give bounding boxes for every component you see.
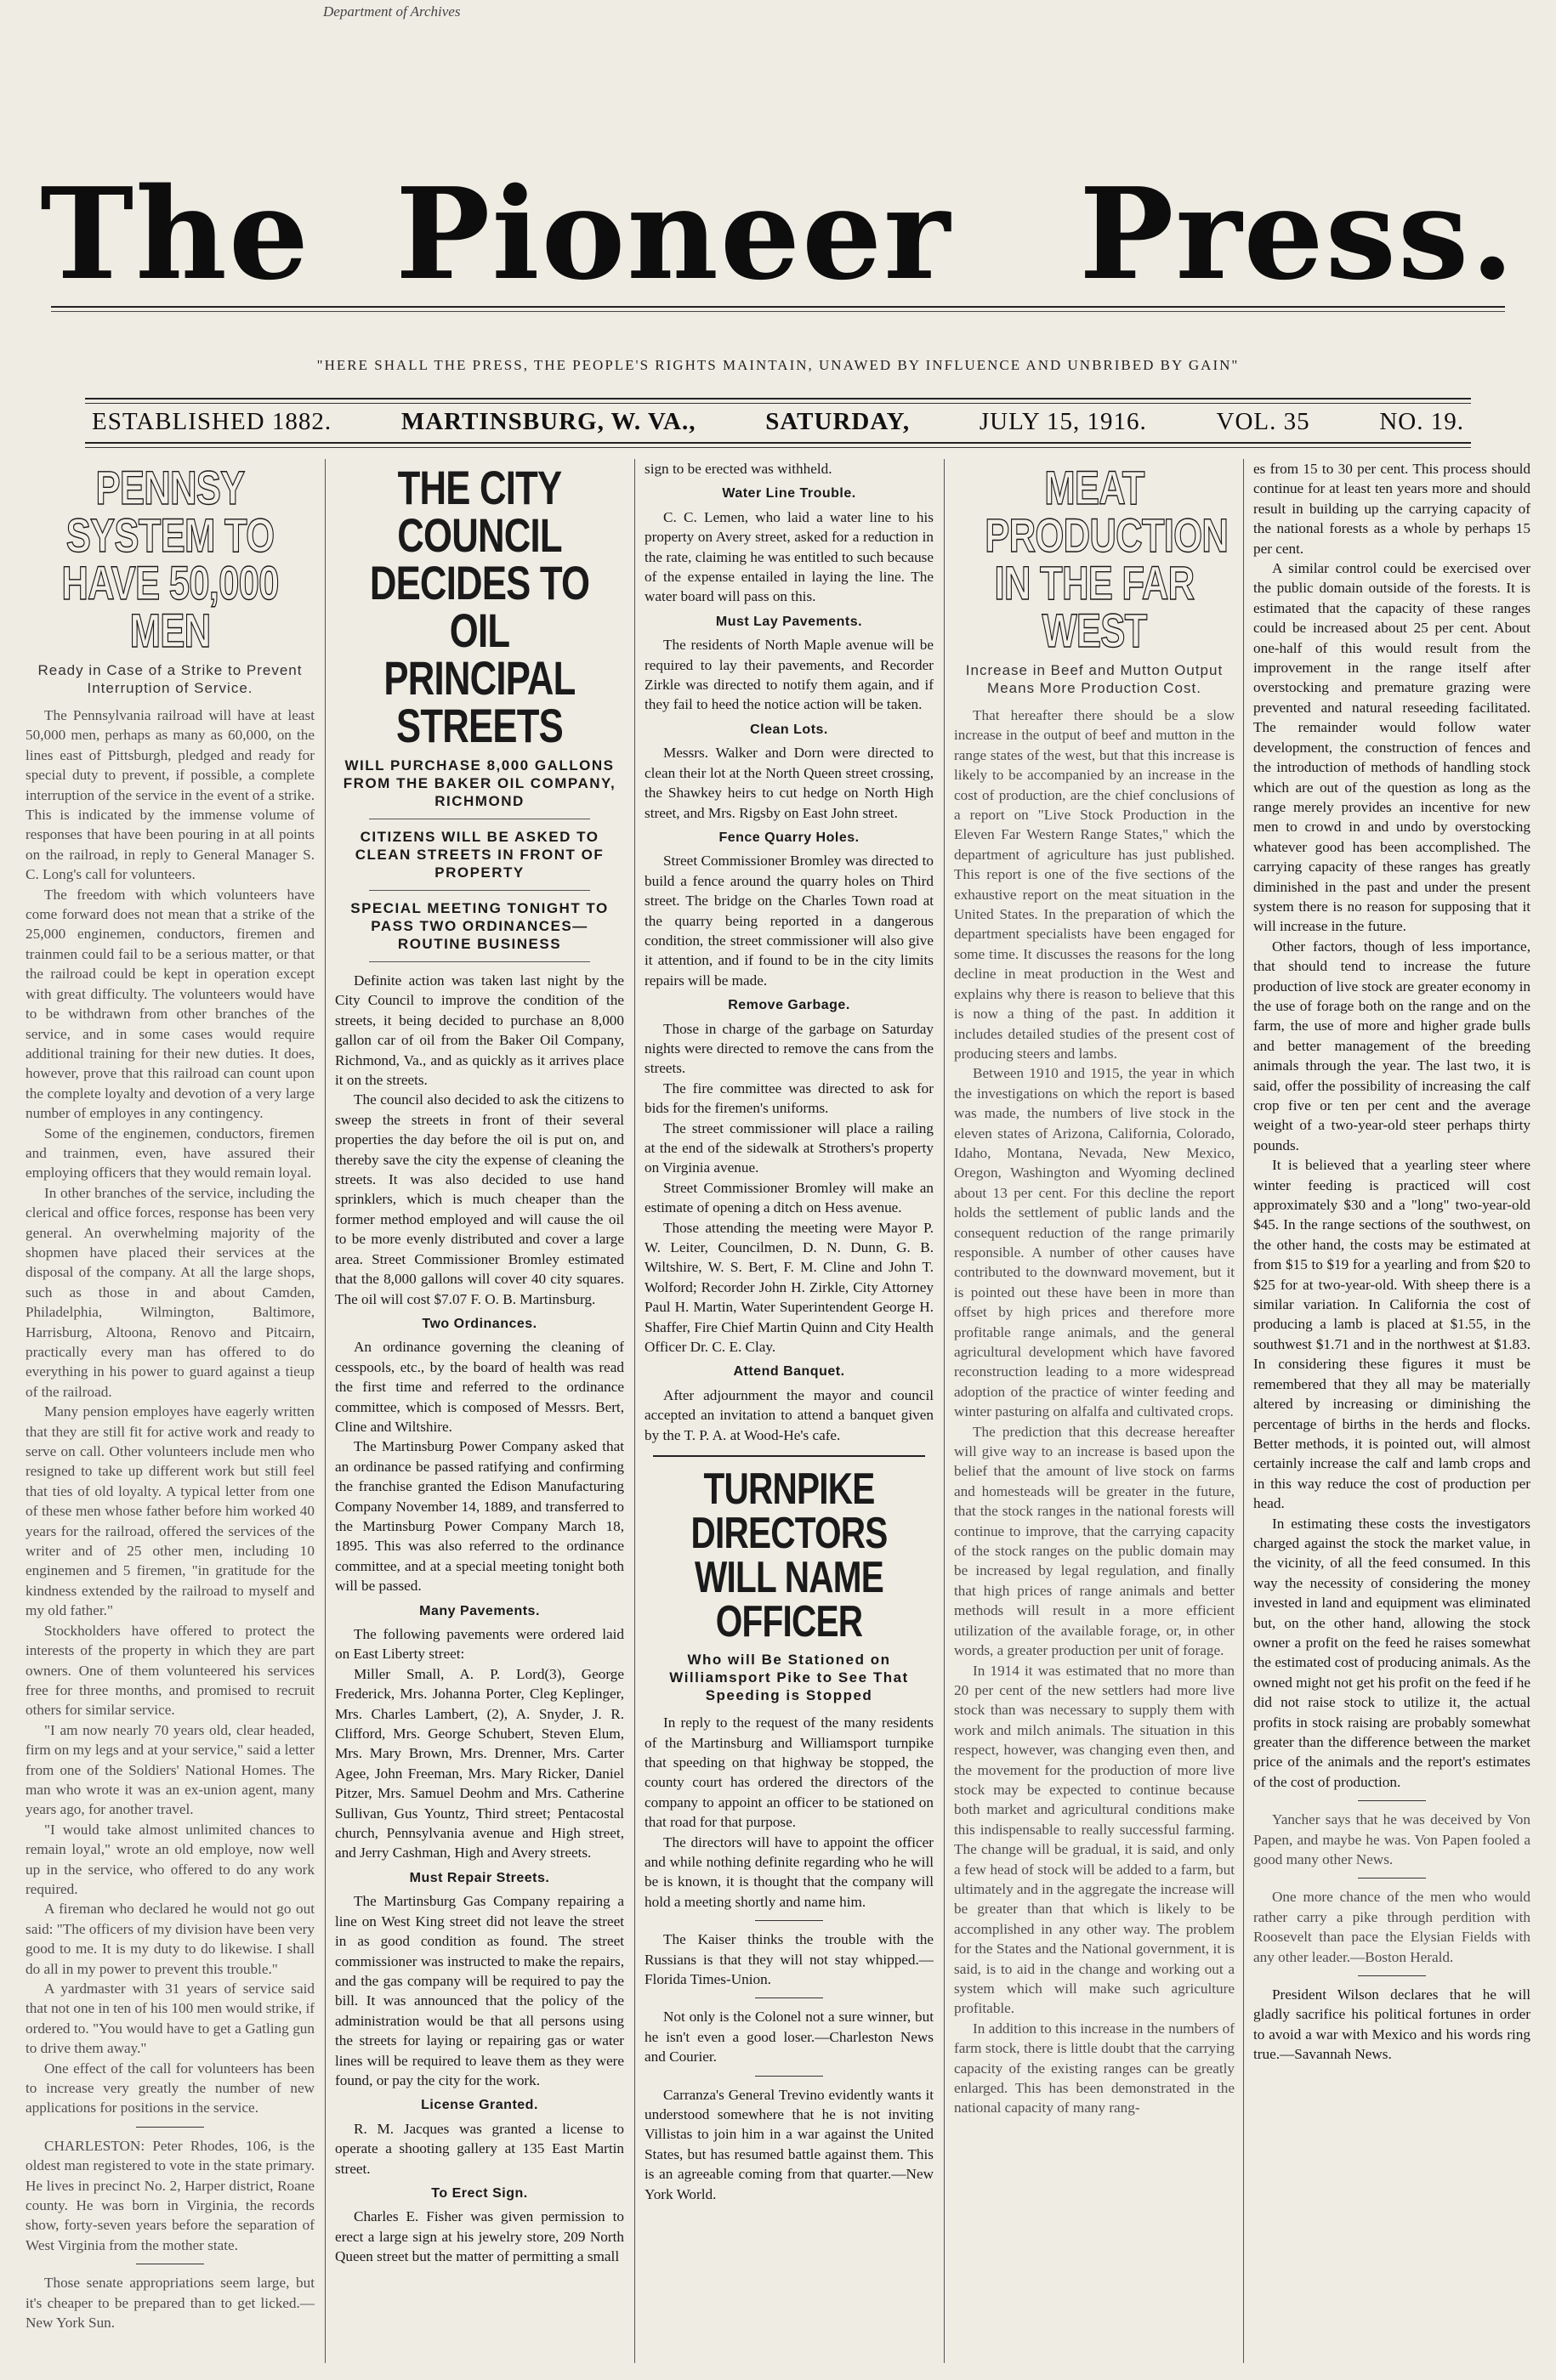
paragraph: Not only is the Colonel not a sure winner, but he isn't even a good loser.—Charleston News and Courier. bbox=[645, 2009, 934, 2066]
paragraph: It is believed that a yearling steer where winter feeding is practiced will cost approximately $30 and a "long" two-year-old $45. In the range sections of the southwest, on the other hand, the costs may be estimated at from $15 to $19 for a yearling and from $20 to $25 for at two-year-old. With sheep there is a similar variation. In California the cost of producing a lamb is placed at $1.55, in the southwest $1.71 and in the northwest at $1.83. In considering these figures it must be remembered that they all may be materially altered by increasing or diminishing the percentage of births in the herds and flocks. Better methods, it is pointed out, will almost certainly increase the calf and lamb crops and in this way reduce the cost of production per head. bbox=[1253, 1157, 1530, 1512]
volume: VOL. 35 bbox=[1216, 408, 1310, 435]
paragraph: In estimating these costs the investigators charged against the stock the market value, in the vicinity, of all the feed consumed. In this way the necessity of considering the money invested in land and equipment was eliminated but, on the other hand, allowing the stock owner a profit on the feed he raises somewhat the estimated cost of producing animals. As the owned might not get his profit on the feed if he did not raise stock to utilize it, the actual profits in stock raising are probably somewhat greater than the difference between the market price of the animals and the report's estimates of the cost of production. bbox=[1253, 1515, 1530, 1790]
column-rule bbox=[634, 459, 635, 2363]
paragraph: The fire committee was directed to ask for bids for the firemen's uniforms. bbox=[645, 1080, 934, 1117]
separator bbox=[653, 1455, 925, 1457]
headline-meat-production: MEAT PRODUCTION IN THE FAR WEST bbox=[985, 461, 1229, 657]
column-rule bbox=[325, 459, 326, 2363]
headline-city-council: THE CITY COUNCIL DECIDES TO OIL PRINCIPAL STREETS bbox=[369, 461, 590, 752]
column-3 bbox=[645, 459, 934, 2363]
paragraph: "I would take almost unlimited chances to remain loyal," wrote an old employe, now well up in the service, who offered to do any work required. bbox=[26, 1821, 315, 1897]
separator bbox=[136, 2127, 204, 2128]
paragraph: Some of the enginemen, conductors, firemen and trainmen, even, have assured their employing officers that they would remain loyal. bbox=[26, 1125, 315, 1182]
subhead: Many Pavements. bbox=[419, 1603, 540, 1618]
dateline-rule-bottom-thin bbox=[85, 447, 1471, 448]
paragraph: One effect of the call for volunteers has been to increase very greatly the number of new applications for positions in the service. bbox=[26, 2060, 315, 2116]
separator bbox=[755, 2076, 823, 2077]
paragraph: In reply to the request of the many residents of the Martinsburg and Williamsport turnpike that speeding on that highway be stopped, the county court has ordered the directors of the company to appoint an officer to be stationed on that road for that purpose. bbox=[645, 1714, 934, 1831]
paragraph: R. M. Jacques was granted a license to operate a shooting gallery at 135 East Martin street. bbox=[335, 2120, 624, 2177]
dateline-rule-bottom bbox=[85, 442, 1471, 444]
masthead-rule-thin bbox=[51, 311, 1505, 312]
issue-number: NO. 19. bbox=[1379, 408, 1464, 435]
masthead-rule bbox=[51, 306, 1505, 308]
column-1 bbox=[26, 459, 315, 2363]
paragraph: Street Commissioner Bromley will make an estimate of opening a ditch on Hess avenue. bbox=[645, 1179, 934, 1216]
paragraph: The council also decided to ask the citizens to sweep the streets in front of their several properties the day before the oil is put on, and thereby save the city the expense of cleaning the streets. It was also decided to use hand sprinklers, which is much cheaper than the former method employed and will cause the oil to be more evenly distributed and cover a large area. Street Commissioner Bromley estimated that the 8,000 gallons will cover 40 city squares. The oil will cost $7.07 F. O. B. Martinsburg. bbox=[335, 1091, 624, 1307]
paragraph: In addition to this increase in the numbers of farm stock, there is little doubt that the carrying capacity of the existing ranges can be greatly enlarged. This has been demonstrated in the national capacity of many rang- bbox=[954, 2020, 1235, 2116]
subhead: Fence Quarry Holes. bbox=[718, 830, 860, 845]
column-rule bbox=[1243, 459, 1244, 2363]
paragraph: Carranza's General Trevino evidently wants it understood somewhere that he is not inviting Villistas to join him in a war against the United States, but has resumed battle against them. This is an agreeable coming from that quarter.—New York World. bbox=[645, 2086, 934, 2202]
paragraph: The residents of North Maple avenue will be required to lay their pavements, and Recorder Zirkle was directed to notify them again, and if they fail to heed the notice action will be taken. bbox=[645, 637, 934, 713]
paragraph: After adjournment the mayor and council accepted an invitation to attend a banquet given by the T. P. A. at Wood-He's cafe. bbox=[645, 1386, 934, 1443]
paragraph: Other factors, though of less importance, that should tend to increase the future production of live stock are greater economy in the use of forage both on the range and on the farm, the use of more and higher grade bulls and better management of the breeding animals through the year. The last two, it is said, offer the possibility of increasing the calf crop five or ten per cent and the average weight of a two-year-old steer perhaps thirty pounds. bbox=[1253, 938, 1530, 1153]
masthead-title-pioneer: Pioneer bbox=[395, 160, 952, 308]
established: ESTABLISHED 1882. bbox=[92, 408, 332, 435]
paragraph: The following pavements were ordered laid on East Liberty street: bbox=[335, 1626, 624, 1663]
subhead: Clean Lots. bbox=[750, 722, 828, 737]
paragraph: The Pennsylvania railroad will have at least 50,000 men, perhaps as many as 60,000, on the lines east of Pittsburgh, pledged and ready for special duty to prevent, if possible, a complete interruption of the service in the event of a strike. This is indicated by the immense volume of responses that have been pouring in at all points on the railroad, in reply to General Manager S. C. Long's call for volunteers. bbox=[26, 707, 315, 883]
deck-meat-production: Increase in Beef and Mutton Output Means More Production Cost. bbox=[965, 662, 1224, 696]
item-pike: One more chance of the men who would rather carry a pike through perdition with Roosevelt than pace the Elysian Fields with any other leader.—Boston Herald. bbox=[1253, 1889, 1530, 1965]
paragraph: "I am now nearly 70 years old, clear headed, firm on my legs and at your service," said a letter from one of the Soldiers' National Homes. The man who wrote it was an ex-union agent, many years ago, for another travel. bbox=[26, 1721, 315, 1818]
subhead: Two Ordinances. bbox=[422, 1316, 537, 1331]
paragraph: An ordinance governing the cleaning of cesspools, etc., by the board of health was read the first time and referred to the ordinance committee, which is composed of Messrs. Bert, Cline and Wiltshire. bbox=[335, 1339, 624, 1435]
subhead: Remove Garbage. bbox=[728, 998, 850, 1013]
deck-citizens: CITIZENS WILL BE ASKED TO CLEAN STREETS IN FRONT OF PROPERTY bbox=[355, 829, 605, 881]
paragraph: Street Commissioner Bromley was directed to build a fence around the quarry holes on Third street. The bridge on the Charles Town road at the quarry being reported in a dangerous condition, the street commissioner will also give it attention, and if found to be in the city limits repairs will be made. bbox=[645, 853, 934, 989]
paragraph: The Martinsburg Power Company asked that an ordinance be passed ratifying and confirming the franchise granted the Edison Manufacturing Company November 14, 1889, and transferred to the Martinsburg Power Company March 18, 1895. This was also referred to the ordinance committee, and at a special meeting tonight both will be passed. bbox=[335, 1438, 624, 1595]
paragraph: The Martinsburg Gas Company repairing a line on West King street did not leave the street in as good condition as found. The street commissioner was instructed to make the repairs, and the gas company will be required to pay the bill. It was announced that the policy of the administration would be that all persons using the streets for laying or repairing gas or water lines will be required to leave them as they were found, or pay the city for the work. bbox=[335, 1893, 624, 2088]
paragraph: Stockholders have offered to protect the interests of the property in which they are part owners. One of them volunteered his services free for three months, and promised to recruit others for similar service. bbox=[26, 1622, 315, 1719]
column-rule bbox=[944, 459, 945, 2363]
paragraph: C. C. Lemen, who laid a water line to his property on Avery street, asked for a reduction in the rate, claiming he was entitled to such because of the expense entailed in laying the line. The water board will pass on this. bbox=[645, 508, 934, 605]
separator bbox=[369, 961, 590, 962]
article-pennsy bbox=[26, 706, 315, 2118]
separator bbox=[369, 890, 590, 891]
motto: "HERE SHALL THE PRESS, THE PEOPLE'S RIGHTS MAINTAIN, UNAWED BY INFLUENCE AND UNBRIBED BY GAIN" bbox=[316, 357, 1240, 373]
deck-special-meeting: SPECIAL MEETING TONIGHT TO PASS TWO ORDINANCES—ROUTINE BUSINESS bbox=[350, 900, 609, 952]
deck-pennsy: Ready in Case of a Strike to Prevent Interruption of Service. bbox=[37, 662, 303, 696]
paragraph: Messrs. Walker and Dorn were directed to clean their lot at the North Queen street crossing, the Shawkey heirs to cut hedge on North High street, and Mrs. Rigsby on East John street. bbox=[645, 745, 934, 821]
column-2 bbox=[335, 459, 624, 2363]
subhead: Water Line Trouble. bbox=[722, 486, 856, 502]
paragraph: A similar control could be exercised over the public domain outside of the forests. It is estimated that the capacity of these ranges could be increased about 25 per cent. About one-half of this would result from the improvement in the range itself after overstocking and premature grazing were prevented and natural reseeding facilitated. The remainder would follow water development, the construction of fences and the introduction of methods of handling stock which are out of the question as long as the range merely provides an incentive for new men to crowd in and undo by overstocking whatever good has been accomplished. The carrying capacity of these ranges has greatly diminished in the past and under the present system there is no reason for supposing that it will increase in the future. bbox=[1253, 560, 1530, 935]
paragraph: Between 1910 and 1915, the year in which the investigations on which the report is based was made, the numbers of live stock in the eleven states of Arizona, California, Colorado, Idaho, Montana, Nevada, New Mexico, Oregon, Washington and Wyoming declined about 13 per cent. For this decline the report holds the settlement of public lands and the consequent reduction of the range primarily responsible. A number of other causes have contributed to the downward movement, but it is pointed out these have been in more than offset by high prices and therefore more profitable range animals, and the general agricultural development which have favored reconstruction leading to a more widespread adoption of the practice of winter feeding and winter pasturing on alfalfa and cultivated crops. bbox=[954, 1065, 1235, 1420]
deck-purchase: WILL PURCHASE 8,000 GALLONS FROM THE BAKER OIL COMPANY, RICHMOND bbox=[343, 757, 616, 809]
deck-turnpike: Who will Be Stationed on Williamsport Pike to See That Speeding is Stopped bbox=[669, 1652, 909, 1704]
paragraph: Definite action was taken last night by the City Council to improve the condition of the streets, it being decided to purchase an 8,000 gallon car of oil from the Baker Oil Company, Richmond, Va., and as quickly as it arrives place it on the streets. bbox=[335, 972, 624, 1089]
subhead: Attend Banquet. bbox=[733, 1364, 845, 1380]
paragraph: The street commissioner will place a railing at the end of the sidewalk at Strothers's property on Virginia avenue. bbox=[645, 1119, 934, 1176]
paragraph: Charles E. Fisher was given permission to erect a large sign at his jewelry store, 209 North Queen street but the matter of permitting a small bbox=[335, 2208, 624, 2265]
masthead-title bbox=[0, 160, 1556, 308]
dateline-rule-top-thin bbox=[85, 403, 1471, 404]
date: JULY 15, 1916. bbox=[979, 408, 1147, 435]
masthead-title-the: The bbox=[40, 160, 311, 308]
headline-turnpike: TURNPIKE DIRECTORS WILL NAME OFFICER bbox=[690, 1465, 888, 1647]
separator bbox=[1358, 1800, 1426, 1801]
dateline-rule-top bbox=[85, 398, 1471, 400]
archive-stamp: Department of Archives bbox=[323, 3, 461, 20]
separator bbox=[1358, 1975, 1426, 1976]
column-4 bbox=[954, 459, 1235, 2363]
place: MARTINSBURG, W. VA., bbox=[400, 408, 696, 435]
paragraph: In other branches of the service, including the clerical and office forces, response has been very general. An overwhelming majority of the shopmen have placed their services at the disposal of the company. At all the large shops, such as those in and about Camden, Philadelphia, Wilmington, Baltimore, Harrisburg, Altoona, Renovo and Pitcairn, practically every man has offered to do everything in his power to guard against a tieup of the railroad. bbox=[26, 1184, 315, 1400]
paragraph: Those in charge of the garbage on Saturday nights were directed to remove the cans from the streets. bbox=[645, 1020, 934, 1077]
headline-pennsy: PENNSY SYSTEM TO HAVE 50,000 MEN bbox=[61, 461, 279, 657]
paragraph: That hereafter there should be a slow increase in the output of beef and mutton in the range states of the west, but that this increase is likely to be accompanied by an increase in the cost of production, are the chief conclusions of a report on "Live Stock Production in the Eleven Far Western Range States," which the department of agriculture has just published. This report is one of the five sections of the exhaustive report on the meat situation in the United States. In the preparation of which the department specialists have been engaged for some time. It discusses the reasons for the long decline in meat production in the West and explains why there is reason to believe that this is now a thing of the past. In addition it includes detailed studies of the present cost of producing steers and lambs. bbox=[954, 707, 1235, 1062]
paragraph: The directors will have to appoint the officer and while nothing definite regarding who he will be is known, it is thought that the company will hold a meeting shortly and name him. bbox=[645, 1833, 934, 1910]
subhead: To Erect Sign. bbox=[431, 2185, 528, 2201]
item-senate: Those senate appropriations seem large, but it's cheaper to be prepared than to get licked.—New York Sun. bbox=[26, 2275, 315, 2332]
day: SATURDAY, bbox=[765, 408, 911, 435]
separator bbox=[755, 1920, 823, 1921]
item-von-papen: Yancher says that he was deceived by Von Papen, and maybe he was. Von Papen fooled a good many other News. bbox=[1253, 1811, 1530, 1868]
paragraph: A yardmaster with 31 years of service said that not one in ten of his 100 men would strike, if ordered to. "You would have to get a Gatling gun to drive them away." bbox=[26, 1980, 315, 2057]
paragraph: Those attending the meeting were Mayor P. W. Leiter, Councilmen, D. N. Dunn, G. B. Wiltshire, W. S. Bert, F. M. Cline and John T. Wolford; Recorder John H. Zirkle, City Attorney Paul H. Martin, Water Superintendent George H. Shaffer, Fire Chief Martin Quinn and City Health Officer Dr. C. E. Clay. bbox=[645, 1219, 934, 1356]
masthead-title-press: Press. bbox=[1079, 160, 1516, 308]
paragraph: Many pension employes have eagerly written that they are still fit for active work and ready to serve on call. Other volunteers include men who resigned to take up different work but still feel that ties of old loyalty. A typical letter from one of these men whose father before him worked 40 years for the railroad, offered the services of the writer and of 25 other men, including 10 enginemen and 5 firemen, "in gratitude for the kindness extended by the railroad to myself and my old father." bbox=[26, 1403, 315, 1619]
paragraph: sign to be erected was withheld. bbox=[645, 461, 832, 477]
paragraph: A fireman who declared he would not go out said: "The officers of my division have been very good to me. It is my duty to do likewise. I shall do all in my power to prevent this trouble." bbox=[26, 1901, 315, 1977]
subhead: License Granted. bbox=[421, 2098, 538, 2113]
paragraph: The freedom with which volunteers have come forward does not mean that a strike of the 25,000 enginemen, conductors, firemen and trainmen could fail to be a serious matter, or that the railroad could be kept in operation except with great difficulty. The volunteers would have to be withdrawn from other branches of the service, and in some cases would require additional training for their new duties. It does, however, prove that this railroad can count upon the complete loyalty and devotion of a very large number of employes in any contingency. bbox=[26, 886, 315, 1122]
item-wilson: President Wilson declares that he will gladly sacrifice his political fortunes in order to avoid a war with Mexico and his words ring true.—Savannah News. bbox=[1253, 1986, 1530, 2063]
paragraph: The Kaiser thinks the trouble with the Russians is that they will not stay whipped.—Florida Times-Union. bbox=[645, 1931, 934, 1987]
paragraph: In 1914 it was estimated that no more than 20 per cent of the new settlers had more live stock than was necessary to supply them with work and milch animals. The situation in this respect, however, was changing even then, and the movement for the production of more live stock may be expected to continue because both market and agricultural conditions make this indispensable to really successful farming. The change will be gradual, it is said, and only a few head of stock will be added to a farm, but ultimately and in the aggregate the increase will be greater than that which is likely to be accomplished in any other way. The problem for the States and the National government, it is said, is to aid in the change and working out a system which will make such agriculture profitable. bbox=[954, 1662, 1235, 2017]
columns bbox=[26, 459, 1530, 2372]
item-charleston: CHARLESTON: Peter Rhodes, 106, is the oldest man registered to vote in the state primary. He lives in precinct No. 2, Harper district, Roane county. He was born in Virginia, the records show, forty-seven years before the separation of West Virginia from the mother state. bbox=[26, 2137, 315, 2253]
paragraph: es from 15 to 30 per cent. This process should continue for at least ten years more and should result in building up the carrying capacity of the national forests as a whole by perhaps 15 per cent. bbox=[1253, 461, 1530, 557]
column-5 bbox=[1253, 459, 1530, 2363]
dateline bbox=[92, 408, 1464, 436]
paragraph: Miller Small, A. P. Lord(3), George Frederick, Mrs. Johanna Porter, Cleg Keplinger, Mrs. Charles Lambert, (2), A. Snyder, J. R. Clifford, Mrs. George Schubert, Steven Elum, Mrs. Mary Brown, Mrs. Drenner, Mrs. Carter Agee, John Freeman, Mrs. Mary Ricker, Daniel Pitzer, Mrs. Samuel Deohm and Mrs. Catherine Sullivan, Gus Yountz, Third street; Pentacostal church, Pennsylvania avenue and High street, and Jerry Cashman, High and Avery streets. bbox=[335, 1665, 624, 1862]
subhead: Must Lay Pavements. bbox=[715, 614, 863, 629]
paragraph: The prediction that this decrease hereafter will give way to an increase is based upon the belief that the amount of live stock on farms and homesteads will be greater in the future, that the stock ranges in the national forests will continue to improve, that the carrying capacity of the stock ranges on the public domain may be increased by legal regulation, and finally that high prices of range animals and better methods will result in a more efficient utilization of the available forage, or, in other words, a greater production per unit of forage. bbox=[954, 1423, 1235, 1659]
subhead: Must Repair Streets. bbox=[409, 1870, 550, 1885]
